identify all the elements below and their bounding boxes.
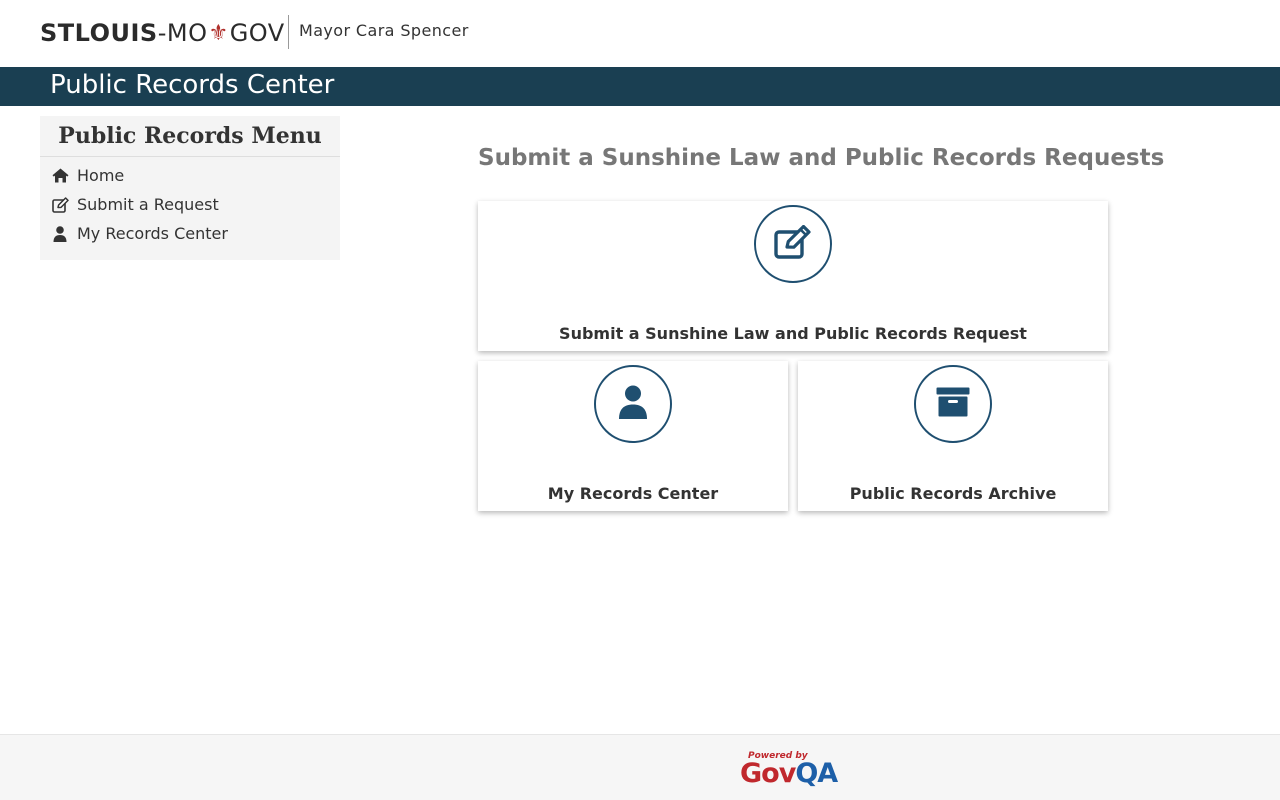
edit-icon bbox=[774, 225, 812, 263]
menu-item-my-records-center[interactable] bbox=[40, 219, 340, 248]
public-records-archive-tile[interactable] bbox=[798, 361, 1108, 511]
govqa-brand-gov: Gov bbox=[740, 758, 796, 789]
menu-item-label: My Records Center bbox=[77, 224, 228, 243]
footer bbox=[0, 734, 1280, 800]
archive-box-icon bbox=[936, 387, 970, 421]
govqa-brand-qa: QA bbox=[795, 758, 838, 789]
public-records-menu bbox=[40, 116, 340, 260]
tile-icon-circle bbox=[594, 365, 672, 443]
user-icon bbox=[51, 225, 69, 243]
govqa-logo[interactable] bbox=[740, 751, 842, 787]
site-header bbox=[0, 0, 1280, 67]
logo-text-stlouis: STLOUIS bbox=[40, 19, 158, 47]
tile-label: Submit a Sunshine Law and Public Records Request bbox=[559, 324, 1027, 343]
home-icon bbox=[51, 167, 69, 185]
tile-label: Public Records Archive bbox=[849, 484, 1057, 503]
menu-item-label: Home bbox=[77, 166, 125, 185]
logo-text-gov: GOV bbox=[229, 19, 285, 47]
edit-icon bbox=[51, 196, 69, 214]
govqa-brand bbox=[740, 758, 837, 789]
user-icon bbox=[618, 385, 648, 423]
my-records-center-tile[interactable] bbox=[478, 361, 788, 511]
tile-label: My Records Center bbox=[547, 484, 719, 503]
main-heading: Submit a Sunshine Law and Public Records Requests bbox=[478, 145, 1165, 171]
header-divider bbox=[288, 15, 289, 49]
tile-icon-circle bbox=[754, 205, 832, 283]
powered-by-text: Powered by bbox=[748, 751, 808, 761]
page-title: Public Records Center bbox=[50, 70, 335, 100]
submit-request-tile[interactable] bbox=[478, 201, 1108, 351]
menu-item-label: Submit a Request bbox=[77, 195, 219, 214]
menu-list bbox=[40, 157, 340, 248]
mayor-name: Mayor Cara Spencer bbox=[299, 21, 469, 40]
menu-title: Public Records Menu bbox=[40, 116, 340, 157]
fleur-de-lis-icon: ⚜ bbox=[208, 20, 229, 46]
menu-item-submit-request[interactable] bbox=[40, 190, 340, 219]
tile-icon-circle bbox=[914, 365, 992, 443]
logo-text-mo: -MO bbox=[157, 19, 208, 47]
stlouis-logo[interactable] bbox=[40, 17, 285, 49]
title-bar bbox=[0, 67, 1280, 106]
menu-item-home[interactable] bbox=[40, 161, 340, 190]
